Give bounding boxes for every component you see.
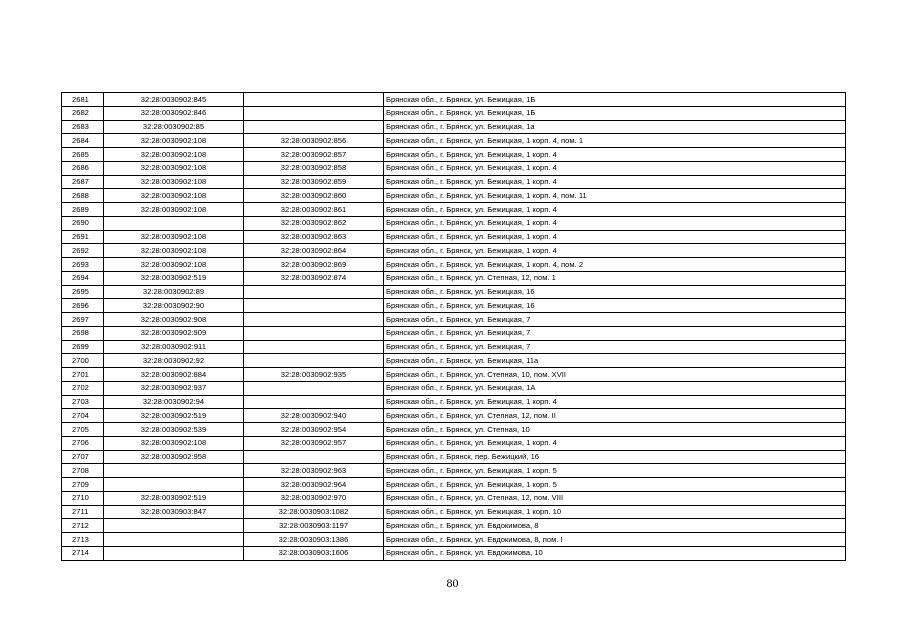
table-row [62, 258, 846, 272]
row-number-cell: 2699 [62, 340, 104, 354]
table-row [62, 230, 846, 244]
row-number-cell: 2705 [62, 423, 104, 437]
table-row [62, 505, 846, 519]
cadastral-number-cell: 32:28:0030902:108 [104, 189, 244, 203]
table-row [62, 285, 846, 299]
cadastral-number-cell [104, 519, 244, 533]
address-cell: Брянская обл., г. Брянск, ул. Бежицкая, 1А [384, 381, 846, 395]
cadastral-number-cell: 32:28:0030902:108 [104, 436, 244, 450]
premises-cadastral-number-cell: 32:28:0030903:1386 [244, 533, 384, 547]
row-number-cell: 2685 [62, 148, 104, 162]
cadastral-number-cell: 32:28:0030902:108 [104, 203, 244, 217]
cadastral-number-cell [104, 546, 244, 560]
premises-cadastral-number-cell: 32:28:0030902:869 [244, 258, 384, 272]
premises-cadastral-number-cell [244, 381, 384, 395]
premises-cadastral-number-cell [244, 450, 384, 464]
cadastral-number-cell: 32:28:0030902:108 [104, 134, 244, 148]
row-number-cell: 2691 [62, 230, 104, 244]
registry-table [61, 92, 846, 561]
address-cell: Брянская обл., г. Брянск, ул. Бежицкая, 1 корп. 4 [384, 244, 846, 258]
row-number-cell: 2696 [62, 299, 104, 313]
address-cell: Брянская обл., г. Брянск, ул. Бежицкая, 1 корп. 4 [384, 161, 846, 175]
table-row [62, 120, 846, 134]
cadastral-number-cell: 32:28:0030902:937 [104, 381, 244, 395]
premises-cadastral-number-cell: 32:28:0030902:858 [244, 161, 384, 175]
table-row [62, 216, 846, 230]
table-row [62, 326, 846, 340]
address-cell: Брянская обл., г. Брянск, ул. Евдокимова, 10 [384, 546, 846, 560]
premises-cadastral-number-cell [244, 93, 384, 107]
page-number: 80 [446, 576, 459, 590]
row-number-cell: 2702 [62, 381, 104, 395]
premises-cadastral-number-cell: 32:28:0030903:1197 [244, 519, 384, 533]
address-cell: Брянская обл., г. Брянск, ул. Бежицкая, 1 корп. 4, пом. 1 [384, 134, 846, 148]
row-number-cell: 2700 [62, 354, 104, 368]
row-number-cell: 2711 [62, 505, 104, 519]
row-number-cell: 2697 [62, 313, 104, 327]
address-cell: Брянская обл., г. Брянск, ул. Бежицкая, 7 [384, 340, 846, 354]
premises-cadastral-number-cell: 32:28:0030903:1606 [244, 546, 384, 560]
table-row [62, 546, 846, 560]
address-cell: Брянская обл., г. Брянск, ул. Бежицкая, 1 корп. 4 [384, 395, 846, 409]
address-cell: Брянская обл., г. Брянск, ул. Бежицкая, 1 корп. 4 [384, 216, 846, 230]
address-cell: Брянская обл., г. Брянск, пер. Бежицкий, 16 [384, 450, 846, 464]
address-cell: Брянская обл., г. Брянск, ул. Бежицкая, 1 корп. 4 [384, 436, 846, 450]
address-cell: Брянская обл., г. Брянск, ул. Степная, 12, пом. II [384, 409, 846, 423]
row-number-cell: 2695 [62, 285, 104, 299]
address-cell: Брянская обл., г. Брянск, ул. Евдокимова, 8 [384, 519, 846, 533]
premises-cadastral-number-cell [244, 299, 384, 313]
premises-cadastral-number-cell: 32:28:0030902:964 [244, 478, 384, 492]
address-cell: Брянская обл., г. Брянск, ул. Степная, 10 [384, 423, 846, 437]
premises-cadastral-number-cell: 32:28:0030902:970 [244, 491, 384, 505]
registry-table-body [62, 93, 846, 561]
row-number-cell: 2693 [62, 258, 104, 272]
row-number-cell: 2712 [62, 519, 104, 533]
premises-cadastral-number-cell [244, 354, 384, 368]
table-row [62, 409, 846, 423]
row-number-cell: 2703 [62, 395, 104, 409]
premises-cadastral-number-cell: 32:28:0030902:864 [244, 244, 384, 258]
table-row [62, 381, 846, 395]
address-cell: Брянская обл., г. Брянск, ул. Бежицкая, 1Б [384, 93, 846, 107]
table-row [62, 134, 846, 148]
cadastral-number-cell: 32:28:0030902:108 [104, 244, 244, 258]
address-cell: Брянская обл., г. Брянск, ул. Бежицкая, 1 корп. 4, пом. 2 [384, 258, 846, 272]
row-number-cell: 2681 [62, 93, 104, 107]
address-cell: Брянская обл., г. Брянск, ул. Бежицкая, 1 корп. 4, пом. 11 [384, 189, 846, 203]
premises-cadastral-number-cell: 32:28:0030902:857 [244, 148, 384, 162]
address-cell: Брянская обл., г. Брянск, ул. Степная, 12, пом. VIII [384, 491, 846, 505]
premises-cadastral-number-cell: 32:28:0030902:860 [244, 189, 384, 203]
row-number-cell: 2690 [62, 216, 104, 230]
address-cell: Брянская обл., г. Брянск, ул. Бежицкая, 1 корп. 4 [384, 230, 846, 244]
premises-cadastral-number-cell: 32:28:0030902:874 [244, 271, 384, 285]
premises-cadastral-number-cell [244, 395, 384, 409]
table-row [62, 189, 846, 203]
address-cell: Брянская обл., г. Брянск, ул. Бежицкая, 1 корп. 5 [384, 478, 846, 492]
row-number-cell: 2701 [62, 368, 104, 382]
table-row [62, 491, 846, 505]
row-number-cell: 2704 [62, 409, 104, 423]
cadastral-number-cell: 32:28:0030902:519 [104, 409, 244, 423]
row-number-cell: 2698 [62, 326, 104, 340]
row-number-cell: 2708 [62, 464, 104, 478]
table-row [62, 478, 846, 492]
address-cell: Брянская обл., г. Брянск, ул. Бежицкая, 1Б [384, 106, 846, 120]
address-cell: Брянская обл., г. Брянск, ул. Бежицкая, 11а [384, 354, 846, 368]
cadastral-number-cell: 32:28:0030902:884 [104, 368, 244, 382]
premises-cadastral-number-cell: 32:28:0030902:957 [244, 436, 384, 450]
address-cell: Брянская обл., г. Брянск, ул. Евдокимова, 8, пом. I [384, 533, 846, 547]
cadastral-number-cell [104, 478, 244, 492]
cadastral-number-cell: 32:28:0030902:846 [104, 106, 244, 120]
cadastral-number-cell: 32:28:0030902:85 [104, 120, 244, 134]
table-row [62, 464, 846, 478]
row-number-cell: 2686 [62, 161, 104, 175]
row-number-cell: 2706 [62, 436, 104, 450]
row-number-cell: 2689 [62, 203, 104, 217]
cadastral-number-cell: 32:28:0030903:847 [104, 505, 244, 519]
premises-cadastral-number-cell: 32:28:0030902:863 [244, 230, 384, 244]
premises-cadastral-number-cell: 32:28:0030902:862 [244, 216, 384, 230]
cadastral-number-cell: 32:28:0030902:89 [104, 285, 244, 299]
cadastral-number-cell: 32:28:0030902:958 [104, 450, 244, 464]
premises-cadastral-number-cell: 32:28:0030902:859 [244, 175, 384, 189]
row-number-cell: 2713 [62, 533, 104, 547]
row-number-cell: 2688 [62, 189, 104, 203]
row-number-cell: 2694 [62, 271, 104, 285]
address-cell: Брянская обл., г. Брянск, ул. Бежицкая, 16 [384, 299, 846, 313]
cadastral-number-cell: 32:28:0030902:845 [104, 93, 244, 107]
table-row [62, 436, 846, 450]
table-row [62, 354, 846, 368]
table-row [62, 299, 846, 313]
premises-cadastral-number-cell [244, 313, 384, 327]
address-cell: Брянская обл., г. Брянск, ул. Бежицкая, 1 корп. 4 [384, 148, 846, 162]
cadastral-number-cell: 32:28:0030902:108 [104, 175, 244, 189]
table-row [62, 106, 846, 120]
cadastral-number-cell: 32:28:0030902:94 [104, 395, 244, 409]
table-row [62, 368, 846, 382]
address-cell: Брянская обл., г. Брянск, ул. Бежицкая, 1 корп. 4 [384, 175, 846, 189]
cadastral-number-cell: 32:28:0030902:108 [104, 161, 244, 175]
cadastral-number-cell [104, 216, 244, 230]
cadastral-number-cell: 32:28:0030902:108 [104, 230, 244, 244]
cadastral-number-cell: 32:28:0030902:108 [104, 258, 244, 272]
table-row [62, 148, 846, 162]
table-row [62, 244, 846, 258]
premises-cadastral-number-cell: 32:28:0030902:940 [244, 409, 384, 423]
premises-cadastral-number-cell [244, 340, 384, 354]
cadastral-number-cell: 32:28:0030902:90 [104, 299, 244, 313]
cadastral-number-cell [104, 533, 244, 547]
address-cell: Брянская обл., г. Брянск, ул. Бежицкая, 7 [384, 326, 846, 340]
cadastral-number-cell [104, 464, 244, 478]
row-number-cell: 2692 [62, 244, 104, 258]
address-cell: Брянская обл., г. Брянск, ул. Бежицкая, 1 корп. 4 [384, 203, 846, 217]
address-cell: Брянская обл., г. Брянск, ул. Бежицкая, 16 [384, 285, 846, 299]
table-row [62, 203, 846, 217]
premises-cadastral-number-cell [244, 120, 384, 134]
row-number-cell: 2714 [62, 546, 104, 560]
premises-cadastral-number-cell: 32:28:0030902:861 [244, 203, 384, 217]
cadastral-number-cell: 32:28:0030902:909 [104, 326, 244, 340]
table-row [62, 175, 846, 189]
table-row [62, 450, 846, 464]
premises-cadastral-number-cell: 32:28:0030902:935 [244, 368, 384, 382]
cadastral-number-cell: 32:28:0030902:108 [104, 148, 244, 162]
premises-cadastral-number-cell: 32:28:0030903:1082 [244, 505, 384, 519]
premises-cadastral-number-cell [244, 326, 384, 340]
table-row [62, 423, 846, 437]
table-row [62, 395, 846, 409]
cadastral-number-cell: 32:28:0030902:519 [104, 271, 244, 285]
address-cell: Брянская обл., г. Брянск, ул. Степная, 10, пом. XVII [384, 368, 846, 382]
table-row [62, 340, 846, 354]
row-number-cell: 2707 [62, 450, 104, 464]
cadastral-number-cell: 32:28:0030902:519 [104, 491, 244, 505]
row-number-cell: 2709 [62, 478, 104, 492]
premises-cadastral-number-cell: 32:28:0030902:856 [244, 134, 384, 148]
address-cell: Брянская обл., г. Брянск, ул. Бежицкая, 1а [384, 120, 846, 134]
premises-cadastral-number-cell: 32:28:0030902:954 [244, 423, 384, 437]
row-number-cell: 2710 [62, 491, 104, 505]
address-cell: Брянская обл., г. Брянск, ул. Бежицкая, 1 корп. 10 [384, 505, 846, 519]
premises-cadastral-number-cell [244, 106, 384, 120]
row-number-cell: 2683 [62, 120, 104, 134]
address-cell: Брянская обл., г. Брянск, ул. Степная, 12, пом. 1 [384, 271, 846, 285]
table-row [62, 161, 846, 175]
cadastral-number-cell: 32:28:0030902:908 [104, 313, 244, 327]
premises-cadastral-number-cell [244, 285, 384, 299]
address-cell: Брянская обл., г. Брянск, ул. Бежицкая, 1 корп. 5 [384, 464, 846, 478]
premises-cadastral-number-cell: 32:28:0030902:963 [244, 464, 384, 478]
cadastral-number-cell: 32:28:0030902:539 [104, 423, 244, 437]
address-cell: Брянская обл., г. Брянск, ул. Бежицкая, 7 [384, 313, 846, 327]
table-row [62, 271, 846, 285]
table-row [62, 519, 846, 533]
cadastral-number-cell: 32:28:0030902:92 [104, 354, 244, 368]
cadastral-number-cell: 32:28:0030902:911 [104, 340, 244, 354]
table-row [62, 93, 846, 107]
table-row [62, 533, 846, 547]
row-number-cell: 2687 [62, 175, 104, 189]
row-number-cell: 2682 [62, 106, 104, 120]
table-row [62, 313, 846, 327]
row-number-cell: 2684 [62, 134, 104, 148]
